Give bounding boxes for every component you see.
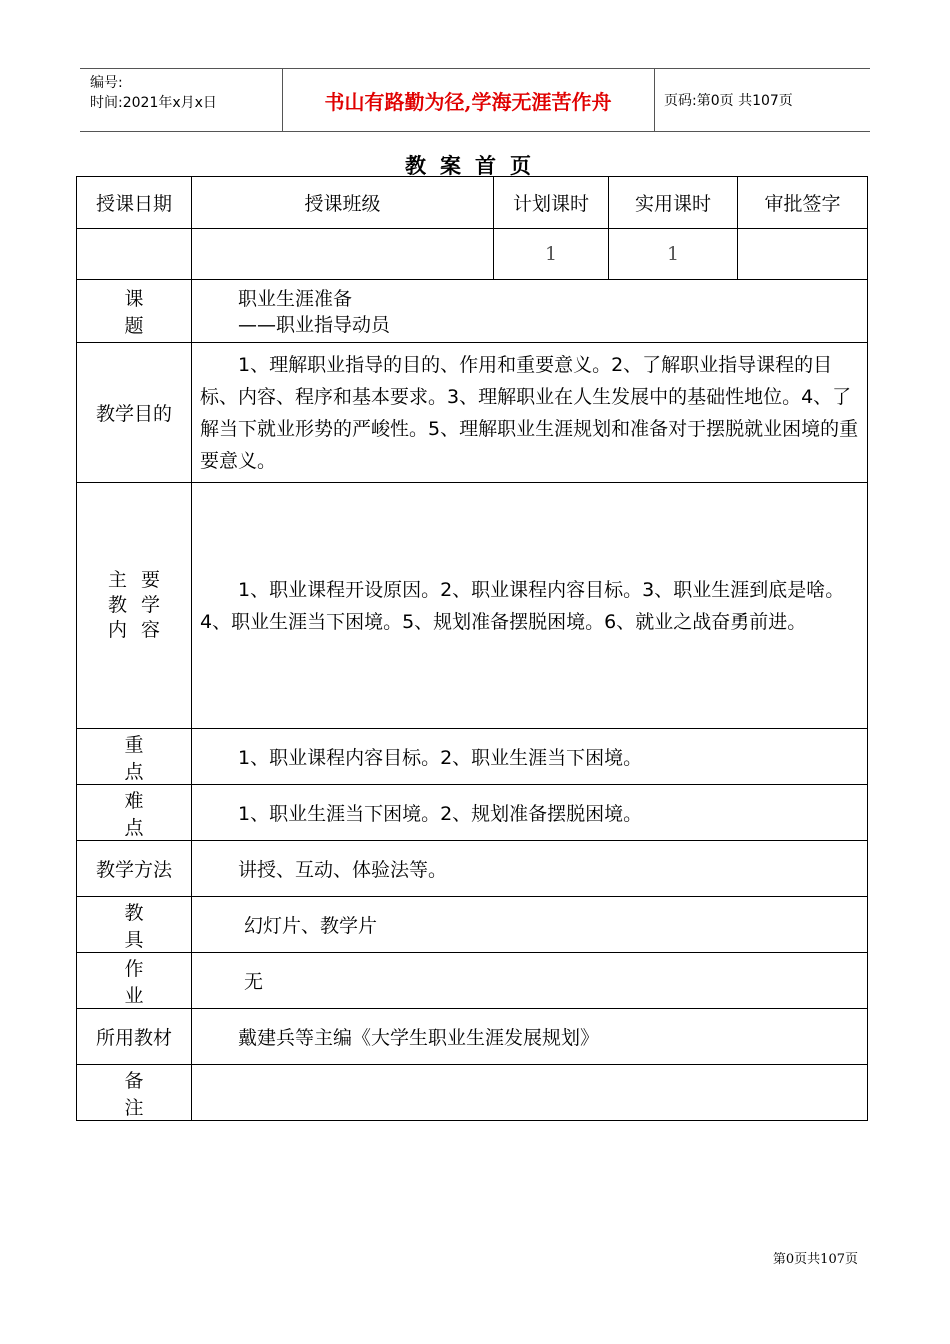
table-values-row bbox=[77, 229, 868, 280]
tools-text: 幻灯片、教学片 bbox=[192, 897, 868, 953]
textbook-label: 所用教材 bbox=[77, 1009, 192, 1065]
notes-text[interactable] bbox=[192, 1065, 868, 1121]
key-points-row bbox=[77, 729, 868, 785]
col-header-planned-hours: 计划课时 bbox=[494, 177, 609, 229]
lesson-plan-table bbox=[76, 176, 868, 1121]
homework-row bbox=[77, 953, 868, 1009]
content-row bbox=[77, 483, 868, 729]
objectives-text: 1、理解职业指导的目的、作用和重要意义。2、了解职业指导课程的目标、内容、程序和基本要求。3、理解职业在人生发展中的基础性地位。4、了解当下就业形势的严峻性。5、理解职业生涯规划和准备对于摆脱就业困境的重要意义。 bbox=[192, 343, 868, 483]
key-points-text: 1、职业课程内容目标。2、职业生涯当下困境。 bbox=[192, 729, 868, 785]
notes-label: 备 注 bbox=[77, 1065, 192, 1121]
objectives-label: 教学目的 bbox=[77, 343, 192, 483]
planned-hours-value[interactable]: 1 bbox=[494, 229, 609, 280]
methods-row bbox=[77, 841, 868, 897]
header-meta bbox=[90, 73, 217, 113]
key-points-label: 重 点 bbox=[77, 729, 192, 785]
textbook-row bbox=[77, 1009, 868, 1065]
col-header-approval: 审批签字 bbox=[738, 177, 868, 229]
content-label-line: 主要 bbox=[107, 569, 174, 591]
content-label-line: 内容 bbox=[107, 619, 174, 641]
difficulties-row bbox=[77, 785, 868, 841]
tools-row bbox=[77, 897, 868, 953]
col-header-date: 授课日期 bbox=[77, 177, 192, 229]
textbook-text: 戴建兵等主编《大学生职业生涯发展规划》 bbox=[192, 1009, 868, 1065]
difficulties-label: 难 点 bbox=[77, 785, 192, 841]
homework-label: 作 业 bbox=[77, 953, 192, 1009]
content-label bbox=[77, 483, 192, 729]
notes-row bbox=[77, 1065, 868, 1121]
approval-value[interactable] bbox=[738, 229, 868, 280]
col-header-actual-hours: 实用课时 bbox=[609, 177, 738, 229]
col-header-class: 授课班级 bbox=[192, 177, 494, 229]
table-header-row bbox=[77, 177, 868, 229]
header-motto: 书山有路勤为径,学海无涯苦作舟 bbox=[324, 89, 612, 114]
methods-text: 讲授、互动、体验法等。 bbox=[192, 841, 868, 897]
header-divider bbox=[654, 69, 655, 131]
content-label-line: 教学 bbox=[107, 594, 174, 616]
page-title: 教案首页 bbox=[405, 153, 545, 178]
difficulties-text: 1、职业生涯当下困境。2、规划准备摆脱困境。 bbox=[192, 785, 868, 841]
class-value[interactable] bbox=[192, 229, 494, 280]
topic-line-1: 职业生涯准备 bbox=[238, 288, 353, 310]
page-footer: 第0页共107页 bbox=[772, 1252, 858, 1267]
content-text: 1、职业课程开设原因。2、职业课程内容目标。3、职业生涯到底是啥。4、职业生涯当下困境。5、规划准备摆脱困境。6、就业之战奋勇前进。 bbox=[192, 483, 868, 729]
topic-value bbox=[192, 280, 868, 343]
topic-label: 课 题 bbox=[77, 280, 192, 343]
document-time: 时间:2021年x月x日 bbox=[90, 95, 217, 111]
actual-hours-value[interactable]: 1 bbox=[609, 229, 738, 280]
objectives-row bbox=[77, 343, 868, 483]
header-page-info: 页码:第0页 共107页 bbox=[664, 93, 793, 109]
tools-label: 教 具 bbox=[77, 897, 192, 953]
methods-label: 教学方法 bbox=[77, 841, 192, 897]
homework-text: 无 bbox=[192, 953, 868, 1009]
document-number: 编号: bbox=[90, 75, 123, 91]
date-value[interactable] bbox=[77, 229, 192, 280]
document-header bbox=[80, 68, 870, 132]
topic-line-2: ——职业指导动员 bbox=[238, 314, 391, 336]
topic-row bbox=[77, 280, 868, 343]
